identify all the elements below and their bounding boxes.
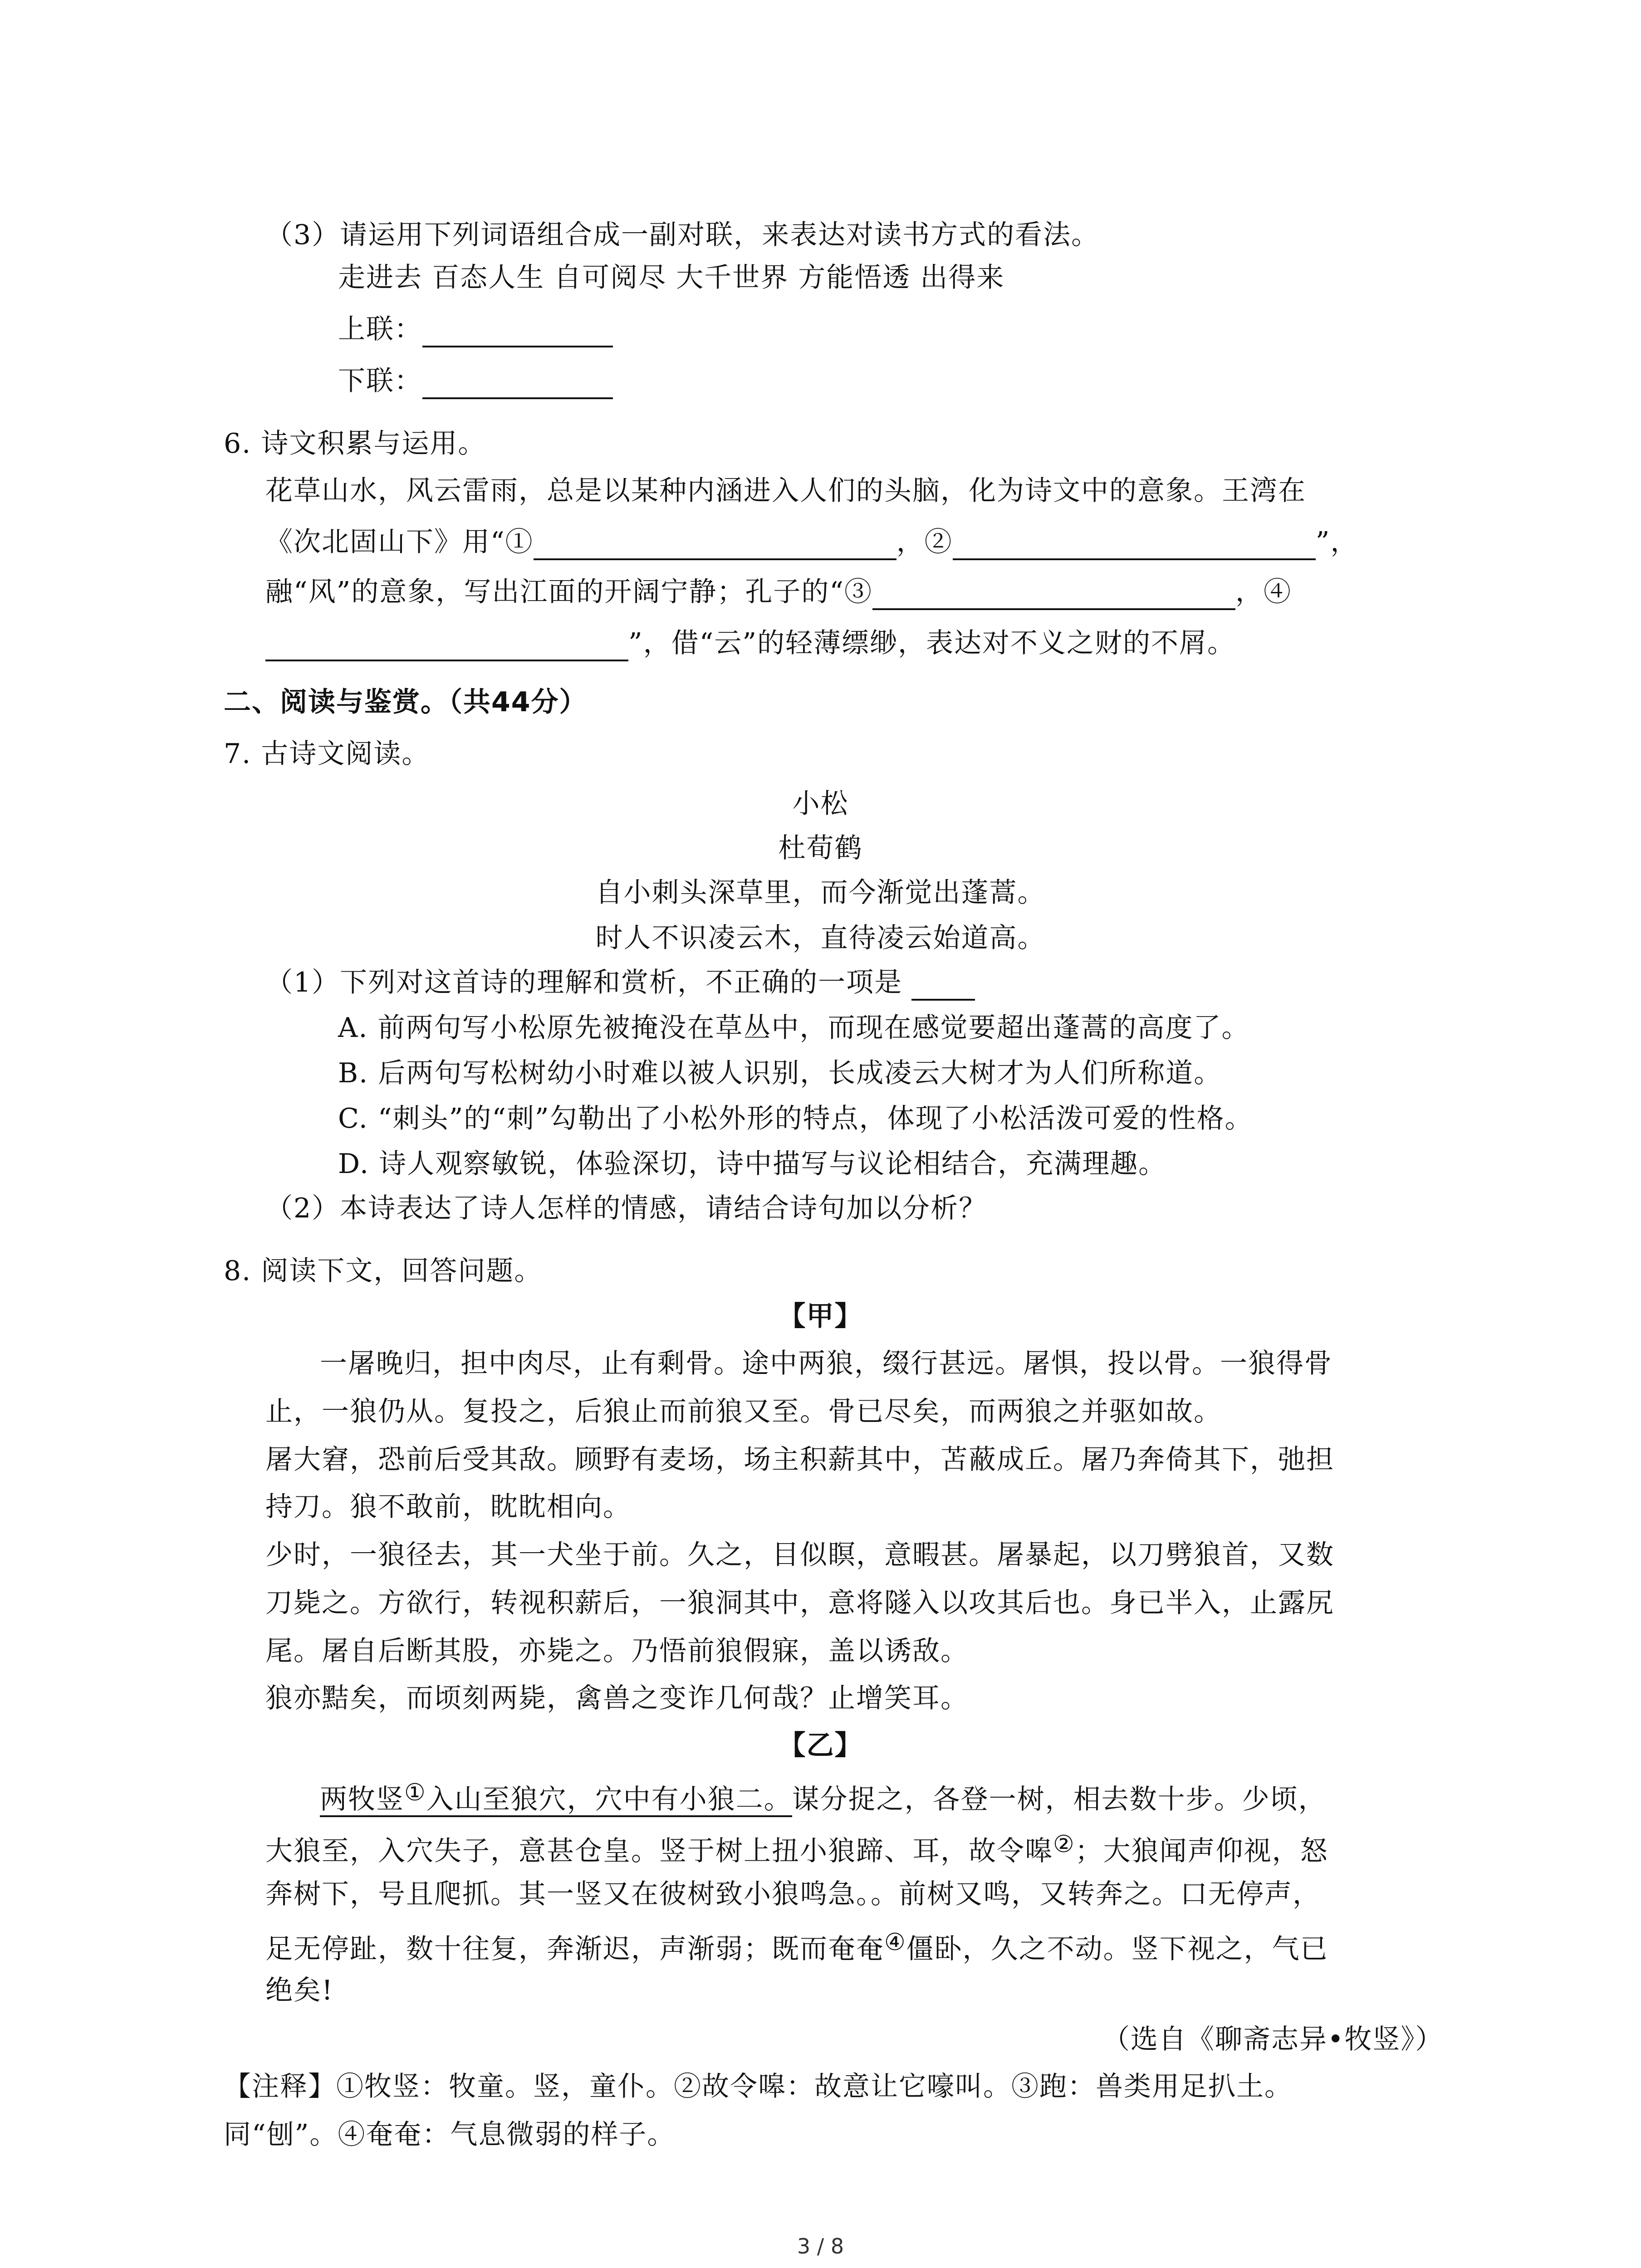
note-marker: ① bbox=[404, 1779, 426, 1806]
q8-title: 8. 阅读下文，回答问题。 bbox=[224, 1255, 543, 1287]
q6-blank-4[interactable] bbox=[265, 631, 628, 661]
poem-author: 杜荀鹤 bbox=[778, 832, 863, 864]
lower-couplet-blank[interactable] bbox=[422, 369, 613, 399]
q6-line1: 花草山水，风云雷雨，总是以某种内涵进入人们的头脑，化为诗文中的意象。王湾在 bbox=[265, 475, 1306, 507]
lower-couplet-label: 下联： bbox=[338, 365, 422, 397]
option-b: B. 后两句写松树幼小时难以被人识别，长成凌云大树才为人们所称道。 bbox=[338, 1057, 1222, 1089]
q7-sub1-row bbox=[265, 964, 975, 1001]
jia-line: 持刀。狼不敢前，眈眈相向。 bbox=[265, 1491, 631, 1523]
q6-line3-text-a: 融“风”的意象，写出江面的开阔宁静；孔子的“③ bbox=[265, 576, 873, 608]
q6-line2-text-c: ”， bbox=[1315, 526, 1359, 558]
q6-line4 bbox=[265, 625, 1235, 661]
q7-sub1-answer-blank[interactable] bbox=[911, 973, 975, 1001]
upper-couplet-label: 上联： bbox=[338, 313, 422, 345]
q6-line2-text-b: ，② bbox=[896, 526, 953, 558]
yi-text: 大狼至，入穴失子，意甚仓皇。竖于树上扭小狼蹄、耳，故令嗥 bbox=[265, 1835, 1053, 1867]
page-number: 3 / 8 bbox=[797, 2234, 844, 2258]
upper-couplet-row bbox=[338, 311, 613, 347]
q6-blank-3[interactable] bbox=[872, 580, 1235, 610]
yi-text: 入山至狼穴，穴中有小狼二。 bbox=[426, 1784, 792, 1815]
jia-line: 止，一狼仍从。复投之，后狼止而前狼又至。骨已尽矣，而两狼之并驱如故。 bbox=[265, 1396, 1222, 1427]
underlined-sentence bbox=[320, 1779, 792, 1817]
jia-line: 一屠晚归，担中肉尽，止有剩骨。途中两狼，缀行甚远。屠惧，投以骨。一狼得骨 bbox=[320, 1348, 1332, 1379]
option-a: A. 前两句写小松原先被掩没在草丛中，而现在感觉要超出蓬蒿的高度了。 bbox=[338, 1012, 1250, 1044]
q6-line3-text-b: ，④ bbox=[1235, 576, 1292, 608]
upper-couplet-blank[interactable] bbox=[422, 318, 613, 347]
q6-blank-2[interactable] bbox=[953, 530, 1316, 560]
lower-couplet-row bbox=[338, 363, 613, 399]
q6-line3 bbox=[265, 574, 1292, 610]
yi-line-3: 奔树下，号且爬抓。其一竖又在彼树致小狼鸣急。。前树又鸣，又转奔之。口无停声， bbox=[265, 1878, 1321, 1910]
jia-line: 尾。屠自后断其股，亦毙之。乃悟前狼假寐，盖以诱敌。 bbox=[265, 1635, 969, 1667]
poem-title: 小松 bbox=[792, 788, 849, 820]
q6-line4-text: ”，借“云”的轻薄缥缈，表达对不义之财的不屑。 bbox=[628, 627, 1236, 659]
jia-line: 狼亦黠矣，而顷刻两毙，禽兽之变诈几何哉？止增笑耳。 bbox=[265, 1682, 969, 1714]
yi-text: 足无停趾，数十往复，奔渐迟，声渐弱；既而奄奄 bbox=[265, 1933, 884, 1965]
yi-text: 僵卧，久之不动。竖下视之，气已 bbox=[906, 1933, 1328, 1965]
yi-line-4 bbox=[265, 1924, 1328, 1965]
q7-sub2: （2）本诗表达了诗人怎样的情感，请结合诗句加以分析？ bbox=[265, 1193, 987, 1224]
poem-line-1: 自小刺头深草里，而今渐觉出蓬蒿。 bbox=[595, 877, 1046, 909]
option-d: D. 诗人观察敏锐，体验深切，诗中描写与议论相结合，充满理趣。 bbox=[338, 1148, 1167, 1180]
yi-text: ；大狼闻声仰视，怒 bbox=[1075, 1835, 1328, 1867]
yi-line-5: 绝矣! bbox=[265, 1975, 334, 2006]
poem-line-2: 时人不识凌云木，直待凌云始道高。 bbox=[595, 922, 1046, 954]
q6-title: 6. 诗文积累与运用。 bbox=[224, 428, 486, 459]
note-marker: ④ bbox=[884, 1929, 906, 1956]
q5-3-word-list: 走进去 百态人生 自可阅尽 大千世界 方能悟透 出得来 bbox=[338, 262, 1005, 293]
option-c: C. “刺头”的“刺”勾勒出了小松外形的特点，体现了小松活泼可爱的性格。 bbox=[338, 1103, 1253, 1134]
q6-line2-text-a: 《次北固山下》用“① bbox=[265, 526, 534, 558]
passage-source: （选自《聊斋志异•牧竖》） bbox=[1102, 2024, 1444, 2055]
jia-line: 少时，一狼径去，其一犬坐于前。久之，目似瞑，意暇甚。屠暴起，以刀劈狼首，又数 bbox=[265, 1539, 1334, 1571]
q6-line2 bbox=[265, 524, 1358, 560]
yi-line-1 bbox=[320, 1774, 1327, 1815]
annotation-line-1: 【注释】①牧竖：牧童。竖，童仆。②故令嗥：故意让它嚎叫。③跑：兽类用足扒土。 bbox=[224, 2071, 1293, 2102]
q6-blank-1[interactable] bbox=[534, 530, 896, 560]
passage-jia-label: 【甲】 bbox=[778, 1300, 863, 1332]
yi-line-2 bbox=[265, 1826, 1328, 1867]
section-heading: 二、阅读与鉴赏。（共44分） bbox=[224, 686, 588, 718]
q5-3-prompt: （3）请运用下列词语组合成一副对联，来表达对读书方式的看法。 bbox=[265, 219, 1100, 251]
q7-title: 7. 古诗文阅读。 bbox=[224, 738, 430, 770]
annotation-line-2: 同“刨”。④奄奄：气息微弱的样子。 bbox=[224, 2119, 676, 2151]
yi-text: 两牧竖 bbox=[320, 1784, 404, 1815]
note-marker: ② bbox=[1053, 1831, 1075, 1858]
passage-yi-label: 【乙】 bbox=[778, 1730, 863, 1761]
yi-text: 谋分捉之，各登一树，相去数十步。少顷， bbox=[792, 1784, 1327, 1815]
jia-line: 屠大窘，恐前后受其敌。顾野有麦场，场主积薪其中，苫蔽成丘。屠乃奔倚其下，弛担 bbox=[265, 1444, 1334, 1476]
q7-sub1-prompt: （1）下列对这首诗的理解和赏析，不正确的一项是 bbox=[265, 967, 903, 998]
jia-line: 刀毙之。方欲行，转视积薪后，一狼洞其中，意将隧入以攻其后也。身已半入，止露尻 bbox=[265, 1587, 1334, 1619]
